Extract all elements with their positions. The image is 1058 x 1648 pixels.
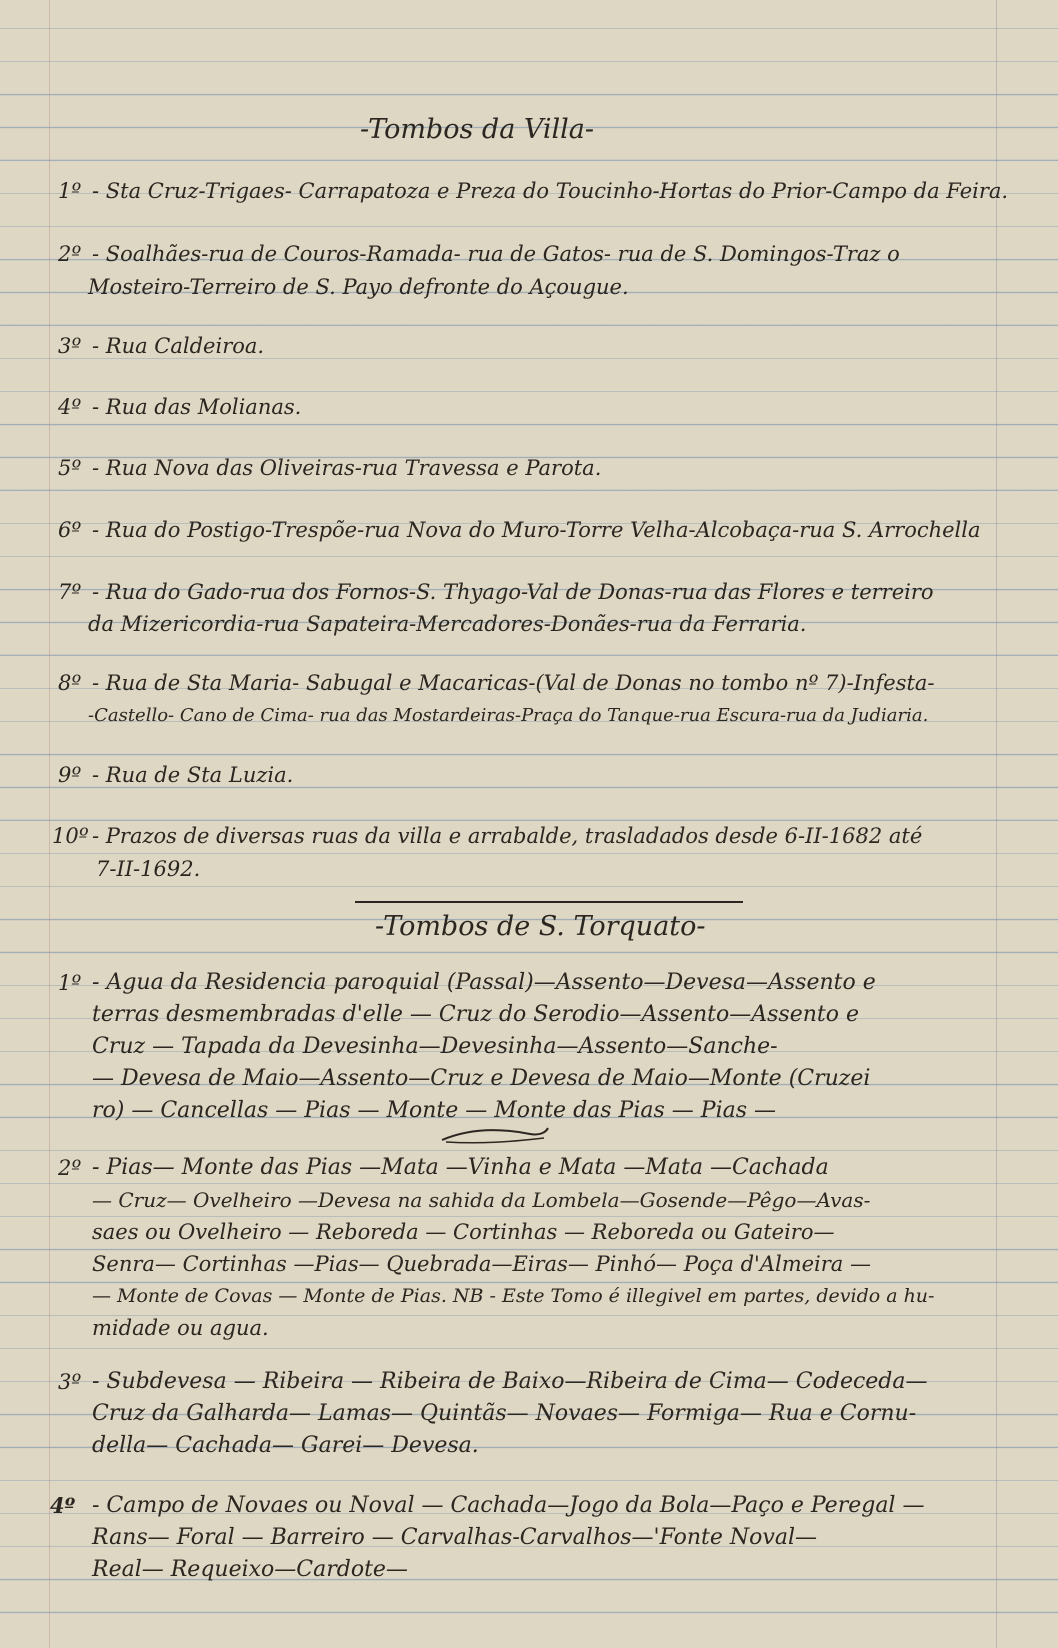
villa-entry-8-line-1: - Rua de Sta Maria- Sabugal e Macaricas-(Val de Donas no tombo nº 7)-Infesta- <box>92 671 935 695</box>
torquato-entry-3-line-3: della— Cachada— Garei— Devesa. <box>92 1433 479 1458</box>
villa-entry-10-number: 10º <box>52 824 89 848</box>
torquato-entry-3-line-2: Cruz da Galharda— Lamas— Quintãs— Novaes— Formiga— Rua e Cornu- <box>92 1401 917 1426</box>
torquato-entry-2-line-2: — Cruz— Ovelheiro —Devesa na sahida da Lombela—Gosende—Pêgo—Avas- <box>92 1188 871 1212</box>
villa-entry-10-line-1: - Prazos de diversas ruas da villa e arrabalde, trasladados desde 6-II-1682 até <box>92 824 923 848</box>
villa-entry-3-number: 3º <box>58 334 82 358</box>
torquato-entry-3-line-1: - Subdevesa — Ribeira — Ribeira de Baixo—Ribeira de Cima— Codeceda— <box>92 1369 928 1394</box>
right-margin-line <box>996 0 997 1648</box>
villa-entry-8-line-2: -Castello- Cano de Cima- rua das Mostardeiras-Praça do Tanque-rua Escura-rua da Judiaria. <box>88 705 929 726</box>
torquato-entry-1-line-5: ro) — Cancellas — Pias — Monte — Monte das Pias — Pias — <box>92 1098 777 1123</box>
torquato-entry-1-line-1: - Agua da Residencia paroquial (Passal)—Assento—Devesa—Assento e <box>92 970 876 995</box>
heading-tombos-torquato: -Tombos de S. Torquato- <box>375 911 706 942</box>
villa-entry-8-number: 8º <box>58 671 82 695</box>
torquato-entry-3-number: 3º <box>58 1370 82 1394</box>
villa-entry-1-line-1: - Sta Cruz-Trigaes- Carrapatoza e Preza do Toucinho-Hortas do Prior-Campo da Feira. <box>92 179 1009 203</box>
torquato-entry-1-number: 1º <box>58 971 82 995</box>
torquato-entry-1-line-4: — Devesa de Maio—Assento—Cruz e Devesa de Maio—Monte (Cruzei <box>92 1066 871 1091</box>
villa-entry-4-line-1: - Rua das Molianas. <box>92 395 302 419</box>
villa-entry-10-line-2: 7-II-1692. <box>96 857 201 881</box>
torquato-entry-4-line-2: Rans— Foral — Barreiro — Carvalhas-Carvalhos—'Fonte Noval— <box>92 1525 817 1550</box>
villa-entry-9-line-1: - Rua de Sta Luzia. <box>92 763 294 787</box>
villa-entry-3-line-1: - Rua Caldeiroa. <box>92 334 265 358</box>
villa-entry-1-number: 1º <box>58 179 82 203</box>
villa-entry-2-number: 2º <box>58 242 82 266</box>
villa-entry-7-line-1: - Rua do Gado-rua dos Fornos-S. Thyago-Val de Donas-rua das Flores e terreiro <box>92 580 934 604</box>
villa-entry-2-line-2: Mosteiro-Terreiro de S. Payo defronte do Açougue. <box>88 275 629 299</box>
torquato-entry-2-line-6: midade ou agua. <box>92 1316 269 1340</box>
torquato-entry-4-line-3: Real— Requeixo—Cardote— <box>92 1557 408 1582</box>
villa-entry-2-line-1: - Soalhães-rua de Couros-Ramada- rua de Gatos- rua de S. Domingos-Traz o <box>92 242 900 266</box>
torquato-entry-1-line-2: terras desmembradas d'elle — Cruz do Serodio—Assento—Assento e <box>92 1002 859 1027</box>
villa-entry-6-line-1: - Rua do Postigo-Trespõe-rua Nova do Muro-Torre Velha-Alcobaça-rua S. Arrochella <box>92 518 981 542</box>
villa-entry-5-number: 5º <box>58 456 82 480</box>
heading-tombos-villa: -Tombos da Villa- <box>360 114 595 145</box>
villa-entry-7-line-2: da Mizericordia-rua Sapateira-Mercadores-Donães-rua da Ferraria. <box>88 612 807 636</box>
torquato-entry-1-line-3: Cruz — Tapada da Devesinha—Devesinha—Assento—Sanche- <box>92 1034 778 1059</box>
villa-entry-4-number: 4º <box>58 395 82 419</box>
torquato-entry-4-line-1: - Campo de Novaes ou Noval — Cachada—Jogo da Bola—Paço e Peregal — <box>92 1493 925 1518</box>
villa-entry-5-line-1: - Rua Nova das Oliveiras-rua Travessa e Parota. <box>92 456 602 480</box>
torquato-entry-2-line-5: — Monte de Covas — Monte de Pias. NB - Este Tomo é illegivel em partes, devido a hu- <box>92 1285 935 1307</box>
torquato-entry-4-number: 4º <box>50 1493 76 1518</box>
torquato-entry-2-line-3: saes ou Ovelheiro — Reboreda — Cortinhas — Reboreda ou Gateiro— <box>92 1220 835 1244</box>
villa-entry-9-number: 9º <box>58 763 82 787</box>
torquato-entry-2-line-4: Senra— Cortinhas —Pias— Quebrada—Eiras— Pinhó— Poça d'Almeira — <box>92 1252 871 1276</box>
villa-entry-6-number: 6º <box>58 518 82 542</box>
torquato-entry-2-line-1: - Pias— Monte das Pias —Mata —Vinha e Mata —Mata —Cachada <box>92 1155 829 1180</box>
flourish-ornament <box>440 1126 550 1146</box>
torquato-entry-2-number: 2º <box>58 1156 82 1180</box>
section-divider <box>355 901 743 903</box>
margin-line <box>49 0 50 1648</box>
villa-entry-7-number: 7º <box>58 580 82 604</box>
